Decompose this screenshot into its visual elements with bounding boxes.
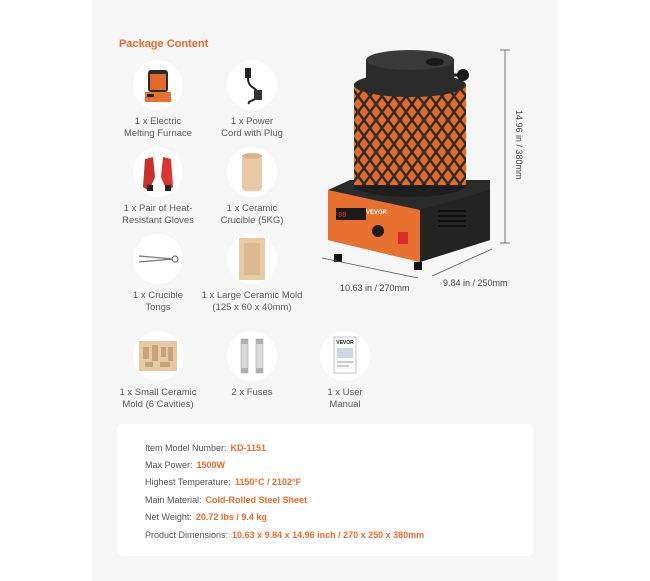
item-fuses: 2 x Fuses	[197, 331, 307, 399]
item-crucible: 1 x Ceramic Crucible (5KG)	[197, 147, 307, 226]
item-large-mold: 1 x Large Ceramic Mold (125 x 60 x 40mm)	[197, 234, 307, 313]
spec-row-weight: Net Weight: 20.72 lbs / 9.4 kg	[145, 512, 267, 522]
manual-brand-text: VEVOR	[336, 340, 354, 346]
item-gloves: 1 x Pair of Heat- Resistant Gloves	[103, 147, 213, 226]
section-title: Package Content	[119, 38, 209, 50]
item-small-mold: 1 x Small Ceramic Mold (6 Cavities)	[103, 331, 213, 410]
width-dimension-label: 10.63 in / 270mm	[340, 283, 410, 293]
item-power-cord: 1 x Power Cord with Plug	[197, 60, 307, 139]
spec-row-material: Main Material: Cold-Rolled Steel Sheet	[145, 495, 308, 505]
spec-row-model: Item Model Number: KD-1151	[145, 443, 267, 453]
item-furnace: 1 x Electric Melting Furnace	[103, 60, 213, 139]
spec-row-temperature: Highest Temperature: 1150°C / 2102°F	[145, 477, 302, 487]
height-dimension-label: 14.96 in / 380mm	[514, 110, 524, 180]
spec-panel	[117, 424, 533, 556]
furnace-digital-display: 88	[338, 212, 347, 220]
depth-dimension-label: 9.84 in / 250mm	[443, 278, 508, 288]
item-manual: VEVOR 1 x User Manual	[290, 331, 400, 410]
spec-row-power: Max Power: 1500W	[145, 460, 226, 470]
item-tongs: 1 x Crucible Tongs	[103, 234, 213, 313]
spec-row-dimensions: Product Dimensions: 10.63 x 9.84 x 14.96 inch / 270 x 250 x 380mm	[145, 530, 425, 540]
furnace-brand-label: VEVOR	[366, 210, 388, 216]
